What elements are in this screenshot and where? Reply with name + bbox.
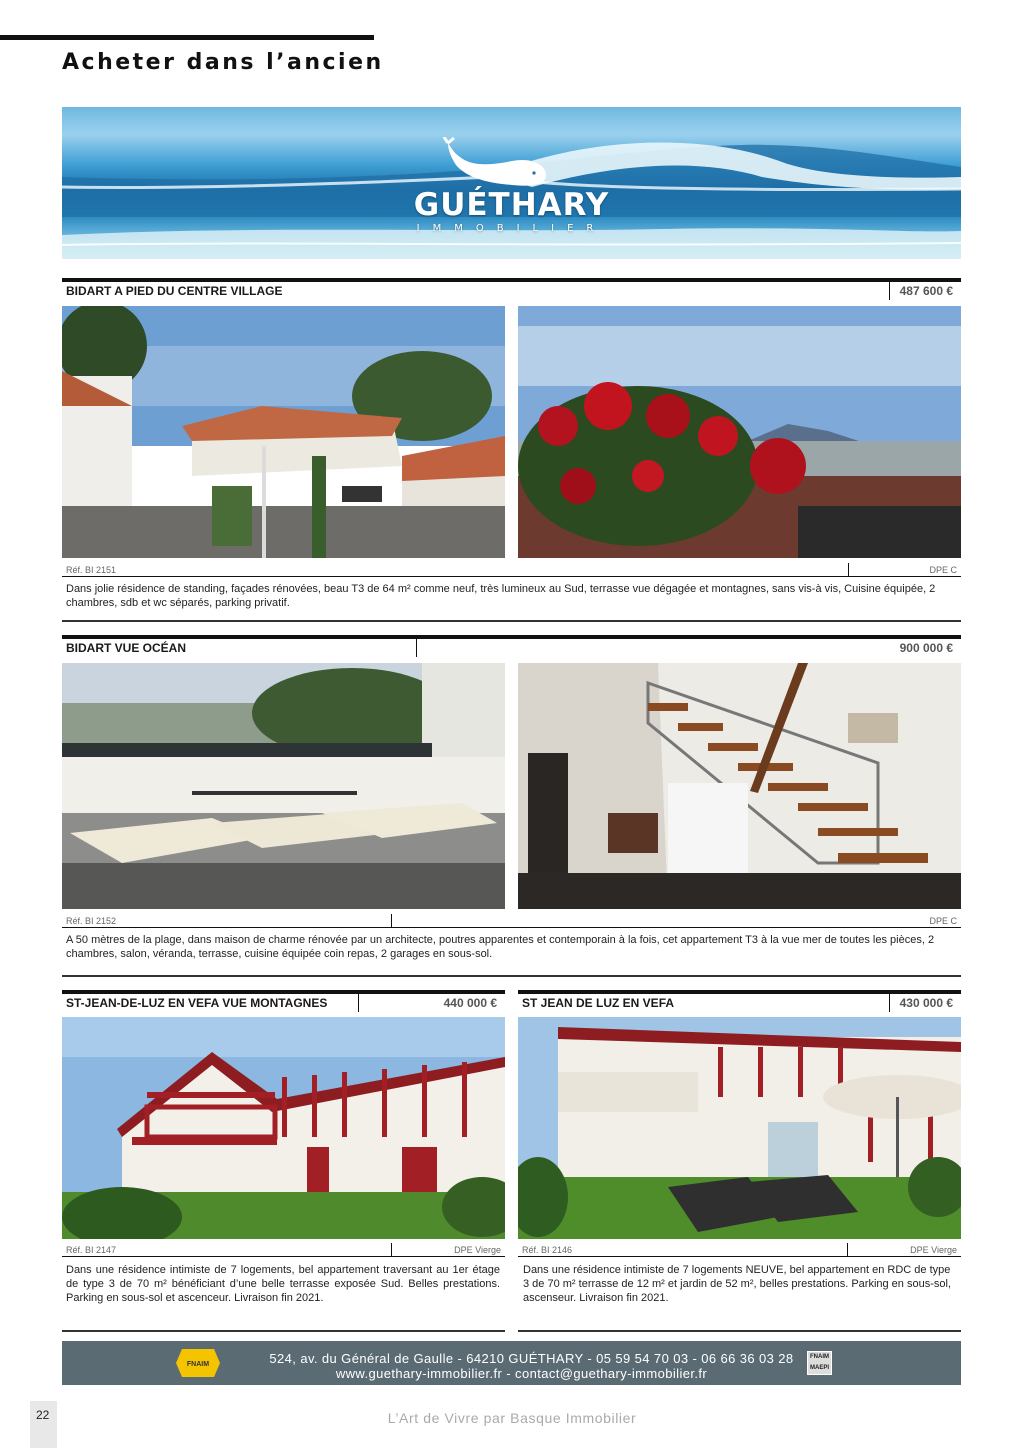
listing-header	[62, 278, 961, 300]
listing-description: Dans une résidence intimiste de 7 logements, bel appartement traversant au 1er étage de type 3 de 70 m² bénéficiant d’une belle terrasse exposée Sud. Belles prestations. Parking en sous-sol et ascenceur. Livraison fin 2021.	[66, 1264, 500, 1304]
listing-dpe: DPE Vierge	[910, 1244, 957, 1255]
listing-photo	[62, 1017, 505, 1239]
page-number: 22	[36, 1408, 50, 1422]
whale-logo-icon	[442, 137, 552, 189]
listing-title: ST-JEAN-DE-LUZ EN VEFA VUE MONTAGNES	[62, 994, 359, 1012]
maepi-badge-icon: FNAIM MAEPI	[807, 1351, 832, 1375]
listing-price: 440 000 €	[443, 996, 497, 1010]
listing-separator	[518, 1330, 961, 1332]
listing-price: 430 000 €	[889, 994, 961, 1012]
page-tagline: L’Art de Vivre par Basque Immobilier	[387, 1410, 637, 1426]
listing-header	[62, 990, 505, 1012]
listing-ref: Réf. BI 2147	[66, 1244, 117, 1255]
footer-web-contact[interactable]: www.guethary-immobilier.fr - contact@guethary-immobilier.fr	[335, 1366, 708, 1381]
listing-separator	[62, 620, 961, 622]
listing-price: 900 000 €	[899, 641, 953, 655]
listing-dpe: DPE Vierge	[454, 1244, 501, 1255]
agency-banner	[62, 107, 961, 259]
listing-title: ST JEAN DE LUZ EN VEFA	[522, 996, 675, 1010]
fnaim-logo-text: FNAIM	[186, 1361, 210, 1368]
listing-price: 487 600 €	[889, 282, 961, 300]
listing-title: BIDART VUE OCÉAN	[62, 639, 417, 657]
listing-photo	[62, 306, 505, 558]
listing-ref: Réf. BI 2152	[66, 915, 117, 926]
top-rule	[0, 35, 374, 40]
listing-description: Dans jolie résidence de standing, façades rénovées, beau T3 de 64 m² comme neuf, très lumineux au Sud, terrasse vue dégagée et montagnes, sans vis-à vis, Cuisine équipée, 2 chambres, sdb et wc séparés, parking privatif.	[66, 583, 936, 609]
listing-header	[518, 990, 961, 1012]
listing-header	[62, 635, 961, 657]
listing-photo	[518, 663, 961, 909]
listing-title: BIDART A PIED DU CENTRE VILLAGE	[66, 284, 283, 298]
listing-description: Dans une résidence intimiste de 7 logements NEUVE, bel appartement en RDC de type 3 de 70 m² terrasse de 12 m² et jardin de 52 m², belles prestations. Parking en sous-sol, ascenseur. Livraison fin 2021.	[523, 1264, 951, 1304]
listing-description: A 50 mètres de la plage, dans maison de charme rénovée par un architecte, poutres apparentes et contemporain à la fois, cet appartement T3 à la vue mer de toutes les pièces, 2 chambres, salon, véranda, terrasse, cuisine équipée coin repas, 2 garages en sous-sol.	[66, 934, 935, 960]
listing-ref-row	[62, 1243, 505, 1257]
listing-separator	[62, 975, 961, 977]
banner-brand-sub: IMMOBILIER	[416, 223, 607, 234]
listing-ref: Réf. BI 2151	[66, 564, 117, 575]
section-title: Acheter dans l’ancien	[62, 50, 384, 75]
listing-ref-row	[62, 563, 961, 577]
listing-dpe: DPE C	[929, 564, 957, 575]
listing-ref-row	[518, 1243, 961, 1257]
listing-photo	[518, 306, 961, 558]
listing-ref-row	[62, 914, 961, 928]
agency-footer	[62, 1341, 961, 1385]
listing-ref: Réf. BI 2146	[522, 1244, 573, 1255]
listing-dpe: DPE C	[929, 915, 957, 926]
listing-photo	[518, 1017, 961, 1239]
banner-brand: GUÉTHARY	[413, 187, 610, 223]
footer-address: 524, av. du Général de Gaulle - 64210 GUÉTHARY - 05 59 54 70 03 - 06 66 36 03 28	[269, 1351, 794, 1366]
listing-separator	[62, 1330, 505, 1332]
listing-photo	[62, 663, 505, 909]
